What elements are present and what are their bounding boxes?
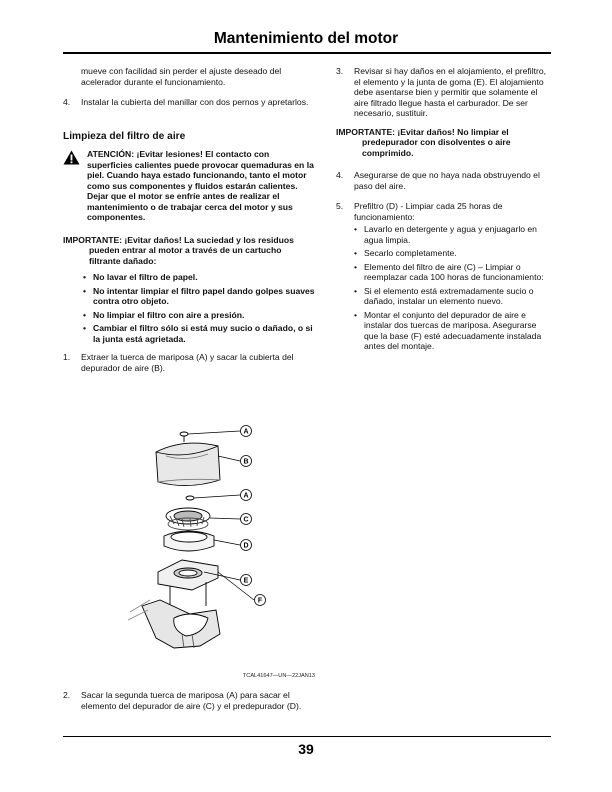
important-note: IMPORTANTE: ¡Evitar daños! La suciedad y los residuos pueden entrar al motor a través de un cartucho filtrante dañado: (63, 234, 294, 266)
air-filter-diagram (120, 420, 300, 650)
step-2 (63, 690, 315, 711)
left-column-bottom (63, 690, 315, 721)
left-column (63, 66, 315, 383)
warning-icon (63, 150, 80, 165)
exploded-view-illustration (120, 420, 300, 650)
figure-caption: TCAL41647—UN—22JAN13 (242, 673, 315, 679)
list-item: • Lavarlo en detergente y agua y enjuagarlo en agua limpia. (354, 224, 551, 245)
warning-text: ATENCIÓN: ¡Evitar lesiones! El contacto con superficies calientes puede provocar quemaduras en la piel. Cuando haya estado funcionando, tanto el motor como sus componentes y fluidos estarán calientes. Dejar que el motor se enfríe antes de realizar el mantenimiento o de trabajar cerca del motor y sus componentes. (87, 149, 314, 222)
list-item: • Elemento del filtro de aire (C) – Limpiar o reemplazar cada 100 horas de funcionamiento: (354, 262, 551, 283)
step-number: 2. (63, 690, 71, 700)
step-number: 4. (336, 170, 344, 180)
callout-label: A (243, 492, 249, 500)
list-item: • No limpiar el filtro con aire a presión. (83, 310, 315, 321)
footer-rule (63, 736, 551, 737)
step-text: Instalar la cubierta del manillar con dos pernos y apretarlos. (81, 97, 309, 107)
section-title: Limpieza del filtro de aire (63, 130, 186, 142)
step-4-right (336, 170, 551, 191)
step-text: Revisar si hay daños en el alojamiento, el prefiltro, el elemento y la junta de goma (E). El alojamiento debe asentarse bien y permitir que solamente el aire filtrado llegue hasta el carburador. De ser necesario, sustituir. (354, 66, 547, 118)
step-text: Extraer la tuerca de mariposa (A) y sacar la cubierta del depurador de aire (B). (81, 352, 294, 373)
bullet-list (63, 272, 315, 344)
list-item: • Montar el conjunto del depurador de aire e instalar dos tuercas de mariposa. Asegurarse que la base (F) esté adecuadamente instalada antes del montaje. (354, 310, 551, 352)
step-number: 4. (63, 97, 71, 107)
callout-label: E (243, 577, 249, 585)
list-item: • No intentar limpiar el filtro papel dando golpes suaves contra otro objeto. (83, 286, 315, 307)
header-rule (63, 52, 551, 54)
step-text: Asegurarse de que no haya nada obstruyendo el paso del aire. (354, 170, 540, 191)
step-4-left (63, 97, 315, 108)
step-number: 1. (63, 352, 71, 362)
important-note: IMPORTANTE: ¡Evitar daños! No limpiar el predepurador con disolventes o aire comprimido. (336, 126, 511, 158)
step-1 (63, 352, 315, 373)
step-text: Prefiltro (D) - Limpiar cada 25 horas de funcionamiento: (354, 201, 503, 222)
step-text: Sacar la segunda tuerca de mariposa (A) para sacar el elemento del depurador de aire (C) y el predepurador (D). (81, 690, 302, 711)
right-column (336, 66, 551, 360)
callout-label: F (257, 597, 263, 605)
step-number: 3. (336, 66, 344, 76)
list-item: • No lavar el filtro de papel. (83, 272, 315, 283)
step-number: 5. (336, 201, 344, 211)
page-number: 39 (298, 741, 314, 757)
warning-block (63, 149, 315, 223)
step-3 (336, 66, 551, 119)
page-title: Mantenimiento del motor (213, 30, 399, 47)
callout-label: C (243, 516, 249, 524)
bullet-list (336, 224, 551, 352)
callout-label: B (243, 458, 249, 466)
list-item: • Secarlo completamente. (354, 248, 551, 259)
continuation-text: mueve con facilidad sin perder el ajuste deseado del acelerador durante el funcionamiento. (81, 66, 282, 87)
callout-label: D (243, 542, 249, 550)
step-5 (336, 201, 551, 222)
list-item: • Cambiar el filtro sólo si está muy sucio o dañado, o si la junta está agrietada. (83, 323, 315, 344)
list-item: • Si el elemento está extremadamente sucio o dañado, instalar un elemento nuevo. (354, 286, 551, 307)
callout-label: A (243, 428, 249, 436)
